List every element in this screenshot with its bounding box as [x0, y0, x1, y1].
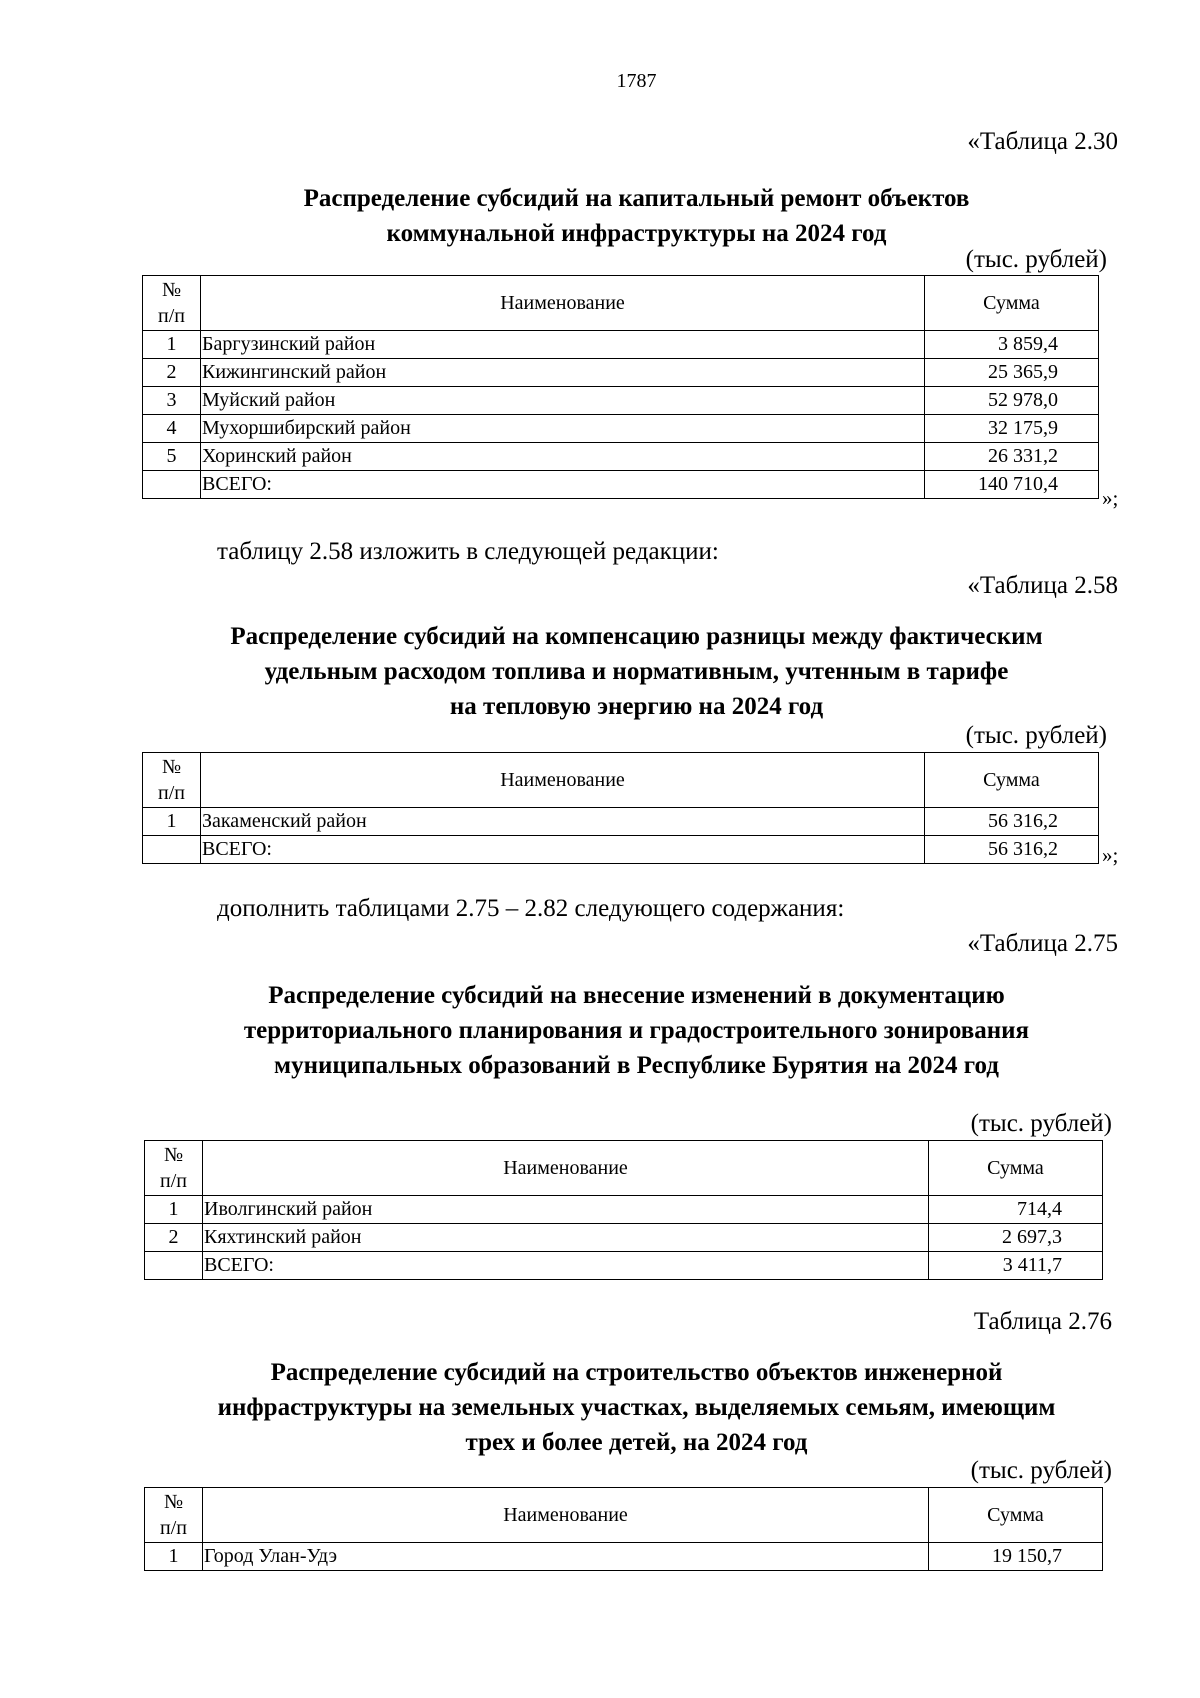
row-number: 1	[143, 331, 201, 359]
row-number	[145, 1252, 203, 1280]
table-title-line: удельным расходом топлива и нормативным, учтенным в тарифе	[264, 658, 1009, 685]
table-title-line: коммунальной инфраструктуры на 2024 год	[386, 220, 887, 247]
table-title	[0, 619, 1200, 724]
table-label: «Таблица 2.75	[967, 930, 1118, 957]
header-sum: Сумма	[925, 276, 1099, 331]
row-number: 1	[145, 1543, 203, 1571]
header-name: Наименование	[201, 276, 925, 331]
row-sum: 3 411,7	[929, 1252, 1103, 1280]
row-number: 2	[143, 359, 201, 387]
row-name: Иволгинский район	[203, 1196, 929, 1224]
row-sum: 19 150,7	[929, 1543, 1103, 1571]
close-quote: »;	[1102, 486, 1119, 510]
row-number: 4	[143, 415, 201, 443]
paragraph: дополнить таблицами 2.75 – 2.82 следующего содержания:	[217, 895, 845, 922]
table-label: «Таблица 2.58	[967, 572, 1118, 599]
table-row	[143, 415, 1099, 443]
row-number: 3	[143, 387, 201, 415]
table-title-line: Распределение субсидий на строительство объектов инженерной	[270, 1359, 1003, 1386]
row-number	[143, 836, 201, 864]
row-sum: 714,4	[929, 1196, 1103, 1224]
total-row	[143, 471, 1099, 499]
row-name: Муйский район	[201, 387, 925, 415]
row-name: Баргузинский район	[201, 331, 925, 359]
row-number: 1	[143, 808, 201, 836]
total-row	[145, 1252, 1103, 1280]
data-table	[144, 1487, 1103, 1571]
table-title	[0, 978, 1200, 1083]
header-number: № п/п	[143, 276, 201, 331]
table-title-line: инфраструктуры на земельных участках, выделяемых семьям, имеющим	[217, 1394, 1056, 1421]
row-sum: 56 316,2	[925, 808, 1099, 836]
units-label: (тыс. рублей)	[965, 246, 1107, 273]
header-number: № п/п	[143, 753, 201, 808]
table-header-row	[145, 1488, 1103, 1543]
table-title-line: Распределение субсидий на компенсацию разницы между фактическим	[230, 623, 1043, 650]
header-sum: Сумма	[929, 1141, 1103, 1196]
data-table	[142, 275, 1099, 499]
table-title-line: Распределение субсидий на внесение изменений в документацию	[268, 982, 1005, 1009]
header-name: Наименование	[203, 1488, 929, 1543]
row-sum: 26 331,2	[925, 443, 1099, 471]
data-table	[142, 752, 1099, 864]
table-header-row	[145, 1141, 1103, 1196]
row-name: Город Улан-Удэ	[203, 1543, 929, 1571]
units-label: (тыс. рублей)	[970, 1457, 1112, 1484]
table-row	[143, 359, 1099, 387]
table-title	[0, 1355, 1200, 1460]
row-name: ВСЕГО:	[201, 471, 925, 499]
paragraph: таблицу 2.58 изложить в следующей редакции:	[217, 538, 719, 565]
row-sum: 140 710,4	[925, 471, 1099, 499]
table-row	[143, 331, 1099, 359]
header-number: № п/п	[145, 1141, 203, 1196]
row-sum: 25 365,9	[925, 359, 1099, 387]
row-name: Кижингинский район	[201, 359, 925, 387]
header-number: № п/п	[145, 1488, 203, 1543]
table-label: «Таблица 2.30	[967, 128, 1118, 155]
row-number: 5	[143, 443, 201, 471]
data-table	[144, 1140, 1103, 1280]
row-number: 2	[145, 1224, 203, 1252]
table-title-line: Распределение субсидий на капитальный ремонт объектов	[303, 185, 970, 212]
row-sum: 56 316,2	[925, 836, 1099, 864]
row-name: Закаменский район	[201, 808, 925, 836]
row-number	[143, 471, 201, 499]
table-title-line: муниципальных образований в Республике Бурятия на 2024 год	[274, 1052, 999, 1079]
units-label: (тыс. рублей)	[970, 1110, 1112, 1137]
table-title-line: территориального планирования и градостроительного зонирования	[243, 1017, 1030, 1044]
close-quote: »;	[1102, 843, 1119, 867]
page-number: 1787	[616, 70, 657, 92]
table-row	[143, 808, 1099, 836]
row-sum: 52 978,0	[925, 387, 1099, 415]
total-row	[143, 836, 1099, 864]
row-number: 1	[145, 1196, 203, 1224]
header-sum: Сумма	[925, 753, 1099, 808]
row-sum: 3 859,4	[925, 331, 1099, 359]
table-header-row	[143, 276, 1099, 331]
row-name: Хоринский район	[201, 443, 925, 471]
table-row	[145, 1543, 1103, 1571]
row-sum: 2 697,3	[929, 1224, 1103, 1252]
table-row	[143, 443, 1099, 471]
header-name: Наименование	[203, 1141, 929, 1196]
row-sum: 32 175,9	[925, 415, 1099, 443]
table-row	[143, 387, 1099, 415]
row-name: ВСЕГО:	[201, 836, 925, 864]
header-sum: Сумма	[929, 1488, 1103, 1543]
row-name: Кяхтинский район	[203, 1224, 929, 1252]
units-label: (тыс. рублей)	[965, 722, 1107, 749]
table-title-line: трех и более детей, на 2024 год	[465, 1429, 808, 1456]
table-header-row	[143, 753, 1099, 808]
header-name: Наименование	[201, 753, 925, 808]
table-label: Таблица 2.76	[973, 1308, 1112, 1335]
table-row	[145, 1196, 1103, 1224]
row-name: ВСЕГО:	[203, 1252, 929, 1280]
table-title	[0, 181, 1200, 251]
table-title-line: на тепловую энергию на 2024 год	[449, 693, 824, 720]
row-name: Мухоршибирский район	[201, 415, 925, 443]
table-row	[145, 1224, 1103, 1252]
